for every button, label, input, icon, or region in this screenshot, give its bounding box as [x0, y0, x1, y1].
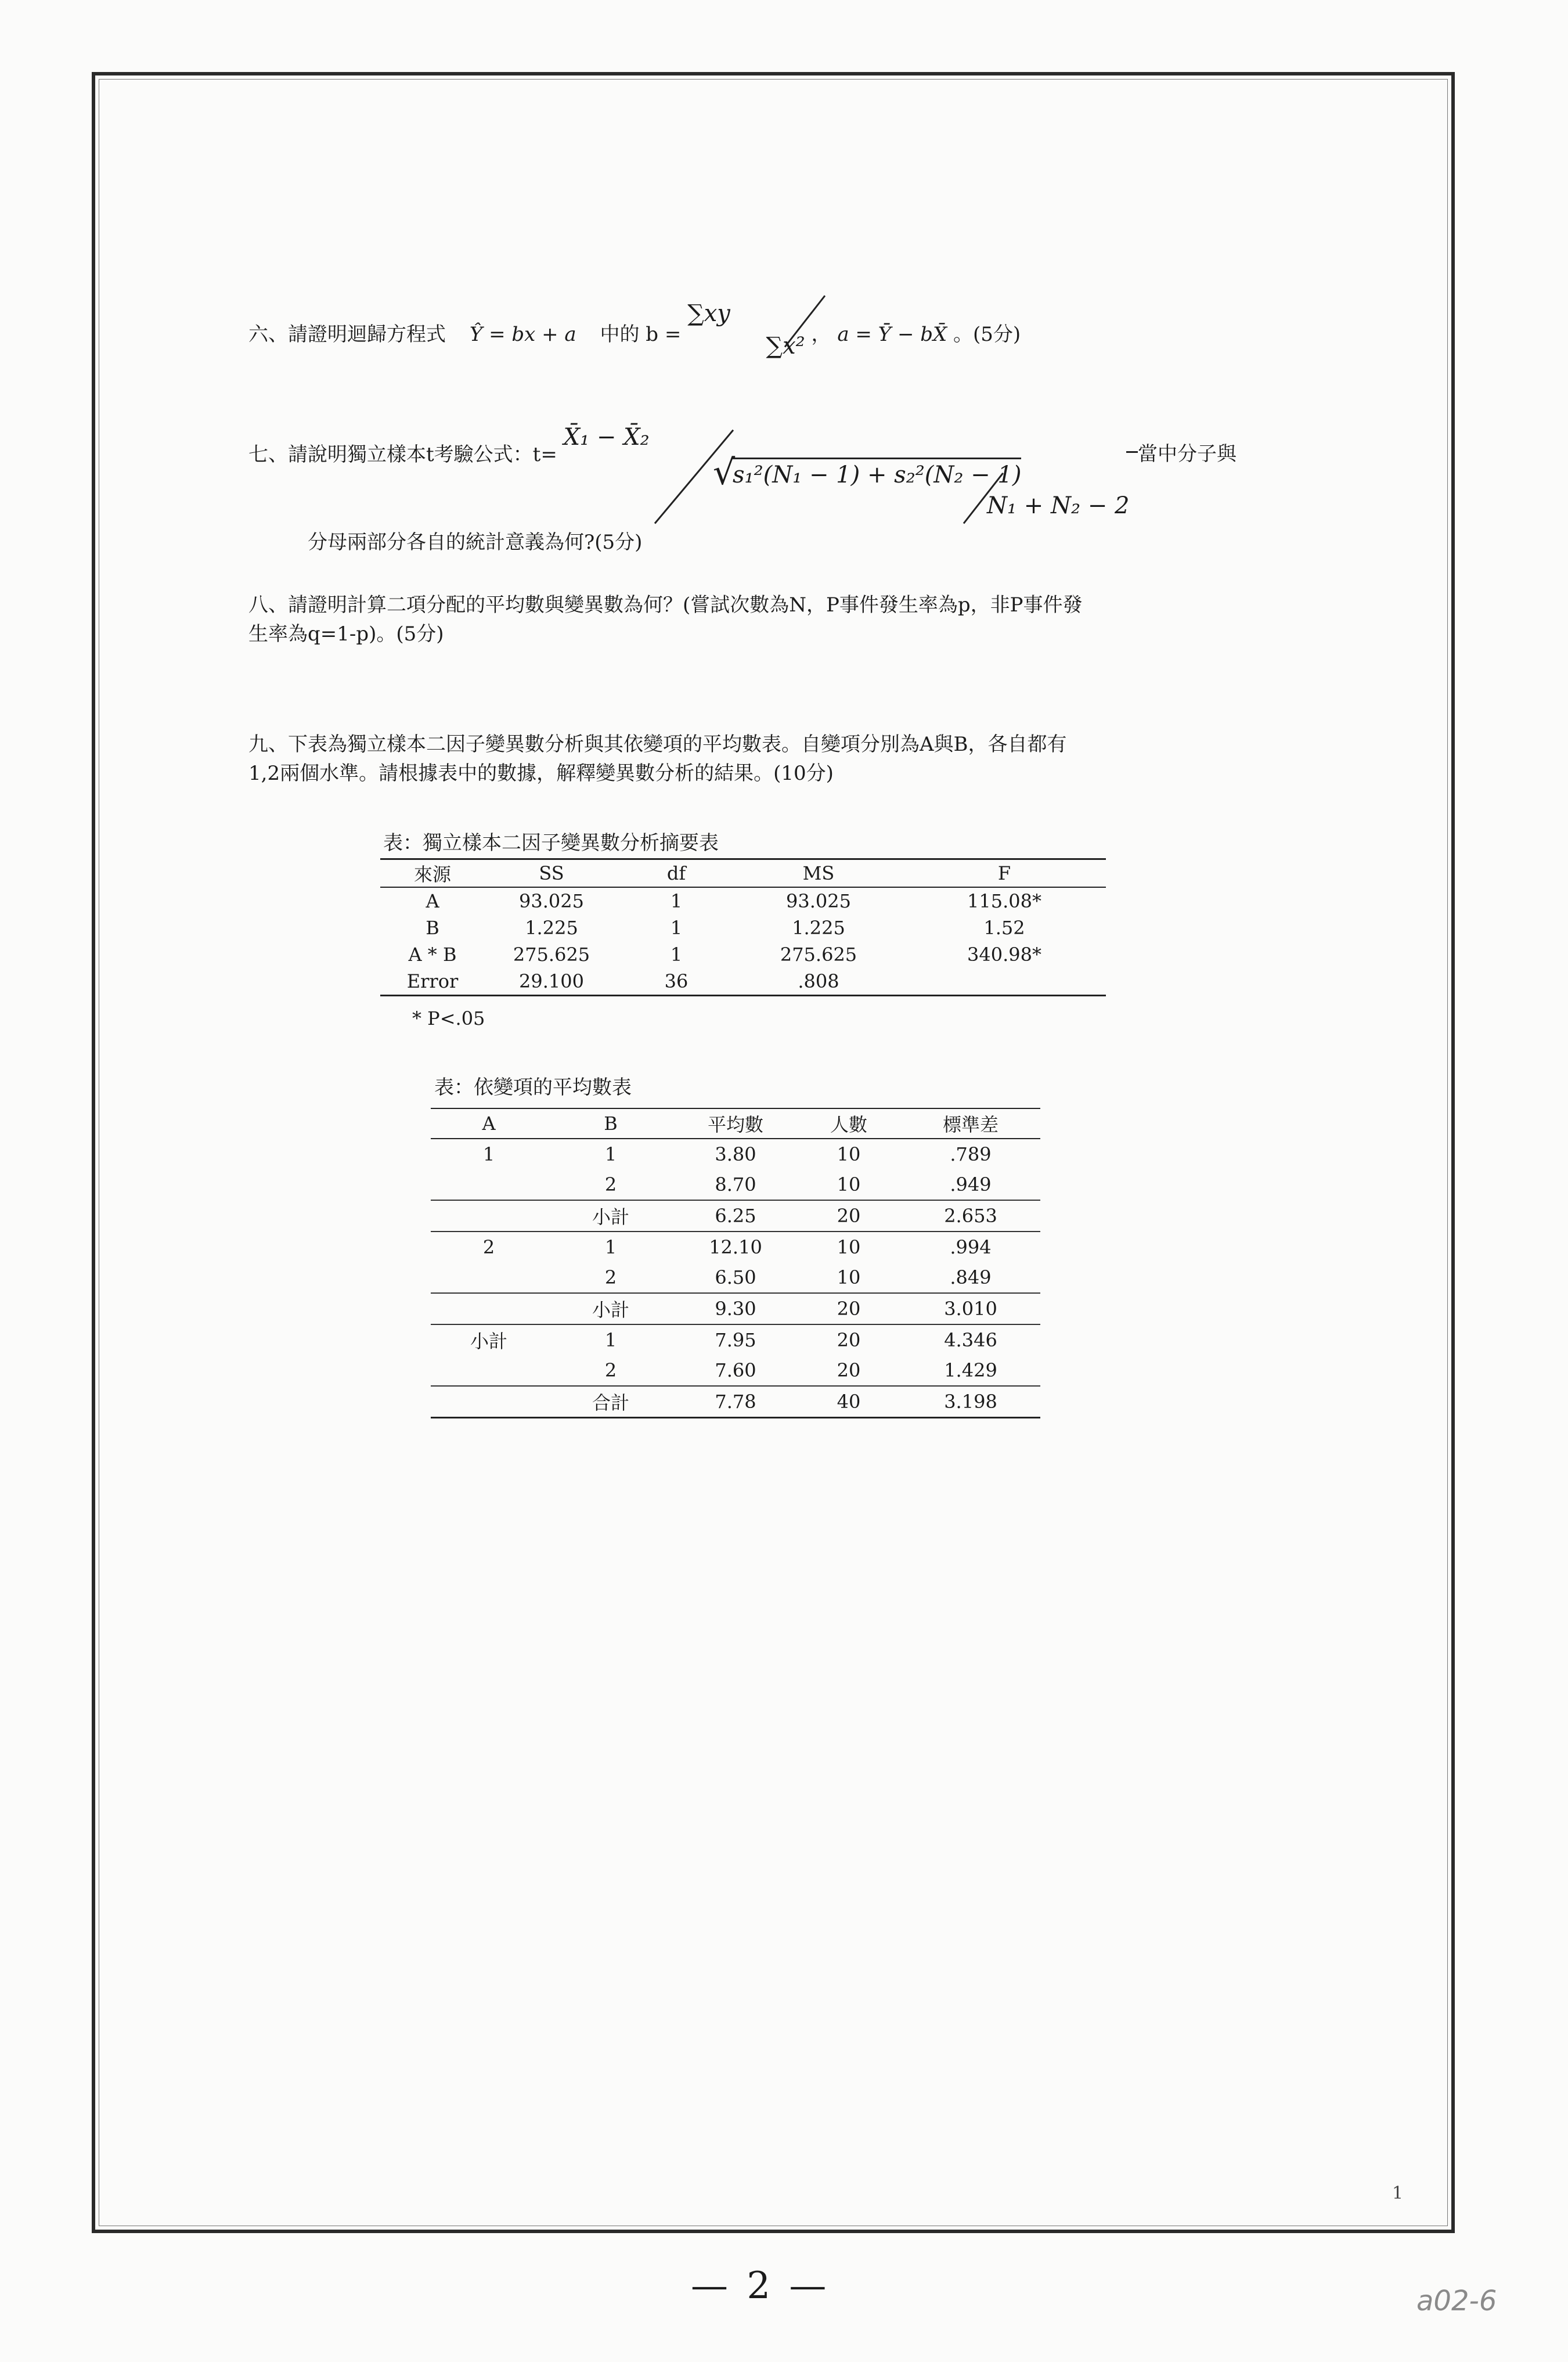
table-cell: 7.95: [715, 1329, 756, 1351]
table-cell: 29.100: [485, 968, 618, 996]
table-cell: [431, 1386, 547, 1418]
table-cell: 1: [604, 1329, 617, 1351]
q9-line1: 九、下表為獨立樣本二因子變異數分析與其依變項的平均數表。自變項分別為A與B，各自都有: [248, 733, 1067, 756]
table-cell: 20: [796, 1293, 901, 1324]
table-cell: .994: [950, 1236, 992, 1258]
table-cell: 115.08*: [967, 890, 1041, 912]
table-cell: [431, 1169, 547, 1200]
table-row: [380, 941, 1106, 968]
table-cell: 20: [796, 1355, 901, 1386]
table-cell: [431, 1355, 547, 1386]
table-cell: 6.50: [675, 1262, 796, 1293]
means-table-title: 表：依變項的平均數表: [434, 1076, 632, 1099]
q6-regression-equation: Ŷ = bx + a: [469, 323, 576, 346]
q7-root: √ s₁²(N₁ − 1) + s₂²(N₂ − 1): [713, 452, 1022, 493]
header-cell: 來源: [380, 859, 485, 888]
pencil-annotation: a02-6: [1416, 2285, 1497, 2317]
table-cell: A * B: [408, 944, 457, 966]
table-cell: 1: [604, 1236, 617, 1258]
q6-numerator: ∑xy: [687, 300, 730, 327]
table-cell: 3.198: [901, 1386, 1040, 1418]
table-cell: 10: [837, 1143, 861, 1165]
table-cell: 20: [837, 1329, 861, 1351]
table-cell: A: [426, 890, 439, 912]
header-cell: SS: [485, 859, 618, 888]
means-table: [431, 1108, 1040, 1418]
table-cell: 1: [482, 1143, 495, 1165]
header-cell: F: [903, 859, 1106, 888]
table-cell: 2: [547, 1355, 675, 1386]
table-cell: 合計: [547, 1386, 675, 1418]
table-cell: 340.98*: [967, 944, 1041, 966]
table-header-row: [380, 859, 1106, 888]
table-row: [431, 1139, 1040, 1169]
table-row: [380, 887, 1106, 914]
q6-comma: ，: [811, 323, 831, 346]
table-cell: 40: [796, 1386, 901, 1418]
header-cell: 人數: [796, 1108, 901, 1139]
table-cell: 1: [670, 944, 683, 966]
table-cell: 275.625: [513, 944, 590, 966]
corner-mark: 1: [1392, 2183, 1404, 2203]
table-cell: 4.346: [944, 1329, 997, 1351]
table-cell: 3.010: [901, 1293, 1040, 1324]
table-cell: 1: [670, 890, 683, 912]
table-row: [431, 1169, 1040, 1200]
table-cell: B: [426, 917, 439, 939]
table-row: [431, 1200, 1040, 1232]
table-cell: 275.625: [780, 944, 857, 966]
table-cell: 小計: [547, 1293, 675, 1324]
table-cell: 1.429: [901, 1355, 1040, 1386]
table-row: [431, 1293, 1040, 1324]
table-cell: [903, 968, 1106, 996]
table-cell: 10: [796, 1169, 901, 1200]
table-row: [380, 914, 1106, 941]
anova-summary-table: [380, 858, 1106, 996]
q6-prefix: 六、請證明迴歸方程式: [248, 323, 446, 346]
table-cell: 小計: [470, 1330, 507, 1352]
q7-root-expression: s₁²(N₁ − 1) + s₂²(N₂ − 1): [733, 462, 1022, 488]
table-cell: .849: [901, 1262, 1040, 1293]
q7-suffix: 當中分子與: [1138, 442, 1237, 466]
q7-prefix: 七、請說明獨立樣本t考驗公式：t=: [248, 443, 557, 466]
table-cell: .808: [734, 968, 903, 996]
table-cell: 1: [604, 1143, 617, 1165]
table-cell: 8.70: [675, 1169, 796, 1200]
q7-numerator: X̄₁ − X̄₂: [563, 424, 650, 451]
question-6: [248, 300, 1021, 359]
q7-line2: 分母兩部分各自的統計意義為何?(5分): [308, 531, 643, 554]
header-cell: df: [618, 859, 734, 888]
header-cell: MS: [734, 859, 903, 888]
page-number: — 2 —: [691, 2264, 830, 2307]
table-cell: 2: [547, 1262, 675, 1293]
table-header-row: [431, 1108, 1040, 1139]
anova-table-title: 表：獨立樣本二因子變異數分析摘要表: [383, 831, 719, 855]
table-cell: .949: [901, 1169, 1040, 1200]
table-cell: 3.80: [715, 1143, 756, 1165]
table-cell: Error: [380, 968, 485, 996]
table-row: [380, 968, 1106, 996]
table-cell: 93.025: [519, 890, 584, 912]
table-row: [431, 1355, 1040, 1386]
q6-denominator: ∑x²: [766, 333, 805, 359]
table-cell: 小計: [547, 1200, 675, 1232]
table-cell: 36: [618, 968, 734, 996]
table-row: [431, 1262, 1040, 1293]
q6-suffix: 。(5分): [953, 323, 1021, 346]
table-cell: 10: [837, 1236, 861, 1258]
table-cell: [431, 1200, 547, 1232]
table-cell: 1: [670, 917, 683, 939]
table-cell: 1.225: [525, 917, 578, 939]
table-row: [431, 1232, 1040, 1262]
table-cell: 7.78: [675, 1386, 796, 1418]
question-7: [248, 424, 650, 470]
table-cell: [431, 1262, 547, 1293]
anova-significance-note: * P<.05: [412, 1007, 485, 1029]
q6-mid: 中的 b =: [600, 323, 682, 346]
table-cell: 10: [796, 1262, 901, 1293]
q9-line2: 1,2兩個水準。請根據表中的數據，解釋變異數分析的結果。(10分): [248, 762, 834, 785]
q7-root-denominator: N₁ + N₂ − 2: [987, 492, 1130, 519]
table-cell: 2.653: [901, 1200, 1040, 1232]
table-cell: 7.60: [675, 1355, 796, 1386]
table-cell: 2: [547, 1169, 675, 1200]
header-cell: A: [431, 1108, 547, 1139]
table-cell: .789: [950, 1143, 992, 1165]
q8-line1: 八、請證明計算二項分配的平均數與變異數為何？(嘗試次數為N，P事件發生率為p，非P事件發: [248, 593, 1083, 617]
header-cell: B: [547, 1108, 675, 1139]
table-cell: 9.30: [675, 1293, 796, 1324]
header-cell: 標準差: [901, 1108, 1040, 1139]
table-row: [431, 1386, 1040, 1418]
q8-line2: 生率為q=1-p)。(5分): [248, 622, 444, 646]
table-cell: 1.52: [983, 917, 1025, 939]
table-cell: 93.025: [786, 890, 851, 912]
table-cell: 12.10: [709, 1236, 762, 1258]
header-cell: 平均數: [675, 1108, 796, 1139]
table-cell: 6.25: [675, 1200, 796, 1232]
table-cell: 1.225: [792, 917, 845, 939]
q6-intercept-equation: a = Ȳ − bX̄: [837, 323, 947, 346]
table-cell: 20: [796, 1200, 901, 1232]
table-row: [431, 1324, 1040, 1355]
table-cell: 2: [482, 1236, 495, 1258]
table-cell: [431, 1293, 547, 1324]
